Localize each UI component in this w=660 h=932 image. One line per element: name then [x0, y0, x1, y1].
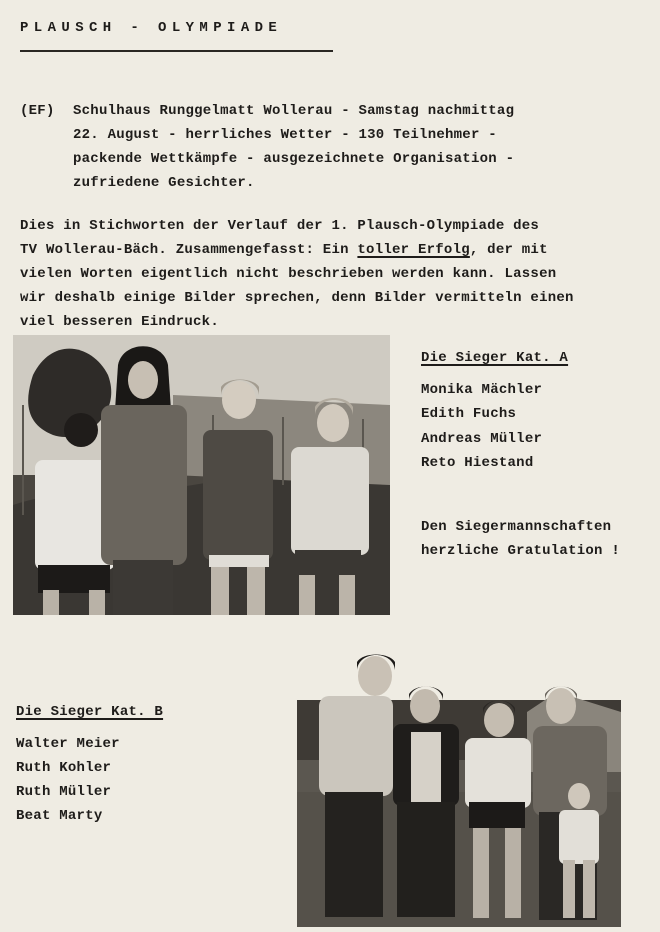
kat-b-name-2: Ruth Kohler	[16, 760, 112, 776]
intro-line-1: Schulhaus Runggelmatt Wollerau - Samstag nachmittag	[73, 103, 515, 119]
intro-line-3: packende Wettkämpfe - ausgezeichnete Organisation -	[73, 151, 515, 167]
page-title: PLAUSCH - OLYMPIADE	[20, 20, 283, 36]
kat-b-name-3: Ruth Müller	[16, 784, 112, 800]
body-line-2-start: TV Wollerau-Bäch. Zusammengefasst: Ein	[20, 242, 358, 258]
kat-a-name-1: Monika Mächler	[421, 382, 543, 398]
photo-winners-kat-b	[297, 652, 621, 927]
photo-kat-b-image	[297, 652, 621, 927]
intro-line-2: 22. August - herrliches Wetter - 130 Teilnehmer -	[73, 127, 497, 143]
kat-a-name-4: Reto Hiestand	[421, 455, 534, 471]
kat-a-name-2: Edith Fuchs	[421, 406, 517, 422]
kat-b-heading: Die Sieger Kat. B	[16, 704, 164, 720]
kat-a-heading: Die Sieger Kat. A	[421, 350, 569, 366]
body-line-4: wir deshalb einige Bilder sprechen, denn Bilder vermitteln einen	[20, 290, 574, 306]
intro-line-4: zufriedene Gesichter.	[73, 175, 255, 191]
kat-a-name-3: Andreas Müller	[421, 431, 543, 447]
congrats-line-1: Den Siegermannschaften	[421, 519, 612, 535]
emphasis-toller-erfolg: toller Erfolg	[357, 242, 470, 258]
photo-winners-kat-a	[13, 335, 390, 615]
body-line-2-end: , der mit	[469, 242, 548, 258]
photo-kat-a-image	[13, 335, 390, 615]
body-line-5: viel besseren Eindruck.	[20, 314, 219, 330]
kat-b-name-1: Walter Meier	[16, 736, 120, 752]
intro-prefix: (EF)	[20, 103, 55, 119]
congrats-line-2: herzliche Gratulation !	[421, 543, 620, 559]
title-underline	[20, 50, 333, 52]
kat-b-name-4: Beat Marty	[16, 808, 103, 824]
body-line-1: Dies in Stichworten der Verlauf der 1. Plausch-Olympiade des	[20, 218, 540, 234]
body-line-3: vielen Worten eigentlich nicht beschrieben werden kann. Lassen	[20, 266, 557, 282]
body-line-2	[20, 242, 548, 258]
